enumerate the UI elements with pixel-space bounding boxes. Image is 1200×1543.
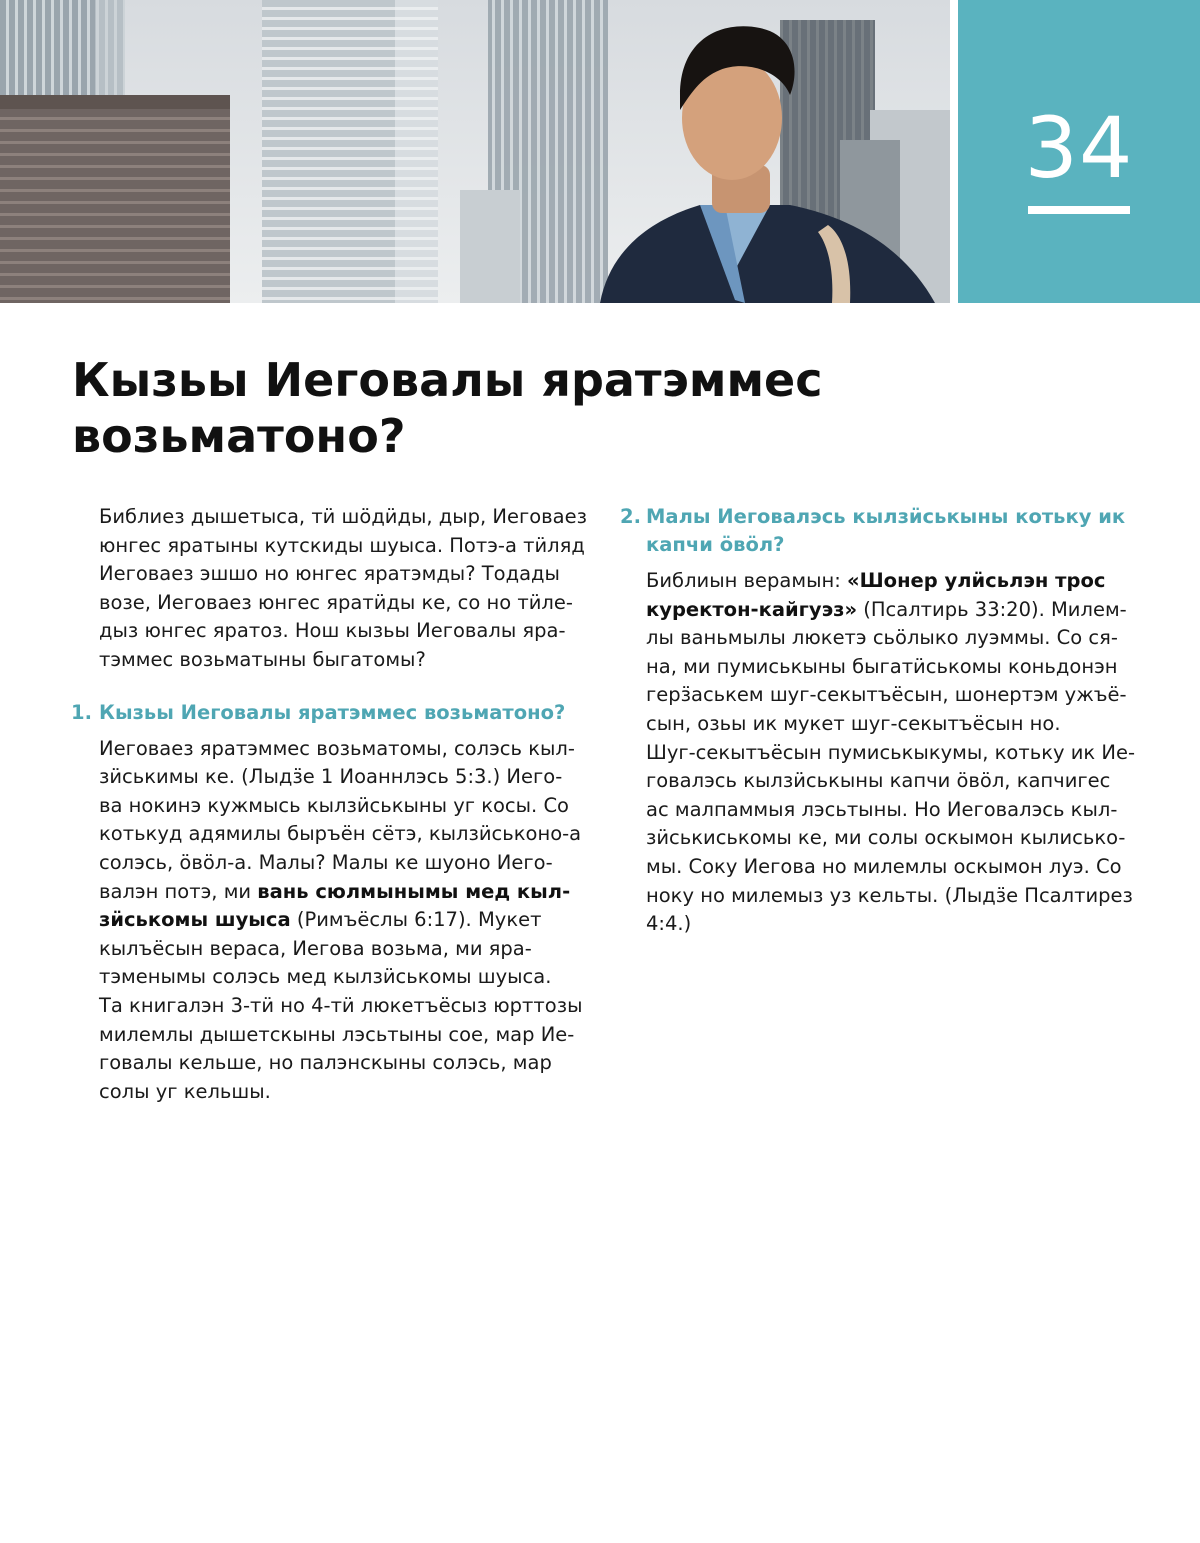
intro-line: Библиез дышетыса, тӥ шӧдӥды, дыр, Иеговаез [99,505,587,528]
text-line: кылъёсын вераса, Иегова возьма, ми яра- [99,936,532,960]
text-line: Шуг-секытъёсын пумиськыкумы, котьку ик Ие- [646,740,1135,764]
page-title: Кызьы Иеговалы яратэммес возьматоно? [72,353,823,463]
right-column [620,503,1138,939]
section-2-paragraph [646,567,1138,939]
text-line: тэменымы солэсь мед кылзӥськомы шуыса. [99,965,552,989]
text-line: лы ваньмылы люкетэ сьӧлыко луэммы. Со ся- [646,626,1118,650]
text-line: ас малпаммыя лэсьтыны. Но Иеговалэсь кыл- [646,797,1118,821]
header-photo [0,0,950,303]
text-line: ноку но милемыз уз кельты. (Лыдӟе Псалтирез [646,883,1133,907]
text-line: котькуд адямилы быръён сётэ, кылзӥськоно-а [99,822,582,846]
text-line: говалы кельше, но палэнскыны солэсь, мар [99,1051,552,1075]
text-line: 4:4.) [646,912,692,936]
text-line: (Псалтирь 33:20). Милем- [857,597,1127,621]
text-line: солэсь, ӧвӧл-а. Малы? Малы ке шуоно Иего- [99,850,553,874]
emphasis-text: куректон-кайгуэз» [646,597,858,621]
question-text: Кызьы Иеговалы яратэммес возьматоно? [99,700,566,724]
intro-line: тэммес возьматыны быгатомы? [99,647,426,671]
intro-line: юнгес яратыны кутскиды шуыса. Потэ-а тӥляд [99,533,585,557]
text-line: милемлы дышетскыны лэсьтыны сое, мар Ие- [99,1022,575,1046]
text-line: мы. Соку Иегова но милемлы оскымон луэ. Со [646,854,1122,878]
intro-line: Иеговаез эшшо но юнгес яратэмды? Тодады [99,562,560,586]
badge-underline [1028,206,1130,214]
question-heading-2 [620,503,1138,559]
text-line: солы уг кельшы. [99,1079,271,1103]
text-line: сын, озьы ик мукет шуг-секытъёсын но. [646,711,1061,735]
text-line: Библиын верамын: [646,569,847,592]
lesson-number: 34 [1024,99,1134,197]
emphasis-text: вань сюлмынымы мед кыл- [257,879,571,903]
question-text: капчи ӧвӧл? [646,533,785,556]
text-line: зӥськимы ке. (Лыдӟе 1 Иоаннлэсь 5:3.) Иего- [99,765,563,789]
intro-paragraph [99,503,587,675]
intro-line: дыз юнгес яратоз. Нош кызьы Иеговалы яра- [99,619,566,643]
intro-line: возе, Иеговаез юнгес яратӥды ке, со но тӥле- [99,590,573,614]
text-line: Иеговаез яратэммес возьматомы, солэсь кыл- [99,736,575,760]
left-column [71,503,587,1106]
city-skyline-illustration [0,0,950,303]
text-line: Та книгалэн 3-тӥ но 4-тӥ люкетъёсыз юрттозы [99,993,583,1017]
text-line: герӟаськем шуг-секытъёсын, шонертэм ужъё- [646,683,1127,707]
text-line: (Римъёслы 6:17). Мукет [290,908,542,932]
question-number: 1. [71,700,92,724]
text-line: на, ми пумиськыны быгатӥськомы коньдонэн [646,654,1118,678]
text-line: говалэсь кылзӥськыны капчи ӧвӧл, капчигес [646,769,1111,793]
section-1-paragraph [99,735,587,1107]
text-line: зӥськиськомы ке, ми солы оскымон кылиськo- [646,826,1126,850]
emphasis-text: зӥськомы шуыса [99,908,291,932]
question-number: 2. [620,505,641,528]
question-text: Малы Иеговалэсь кылзӥськыны котьку ик [646,505,1126,528]
question-heading-1 [71,699,587,727]
text-line: валэн потэ, ми [99,879,258,903]
lesson-number-badge [958,0,1200,303]
emphasis-text: «Шонер улӥсьлэн трос [847,569,1106,592]
text-line: ва нокинэ кужмысь кылзӥськыны уг косы. Со [99,793,569,817]
